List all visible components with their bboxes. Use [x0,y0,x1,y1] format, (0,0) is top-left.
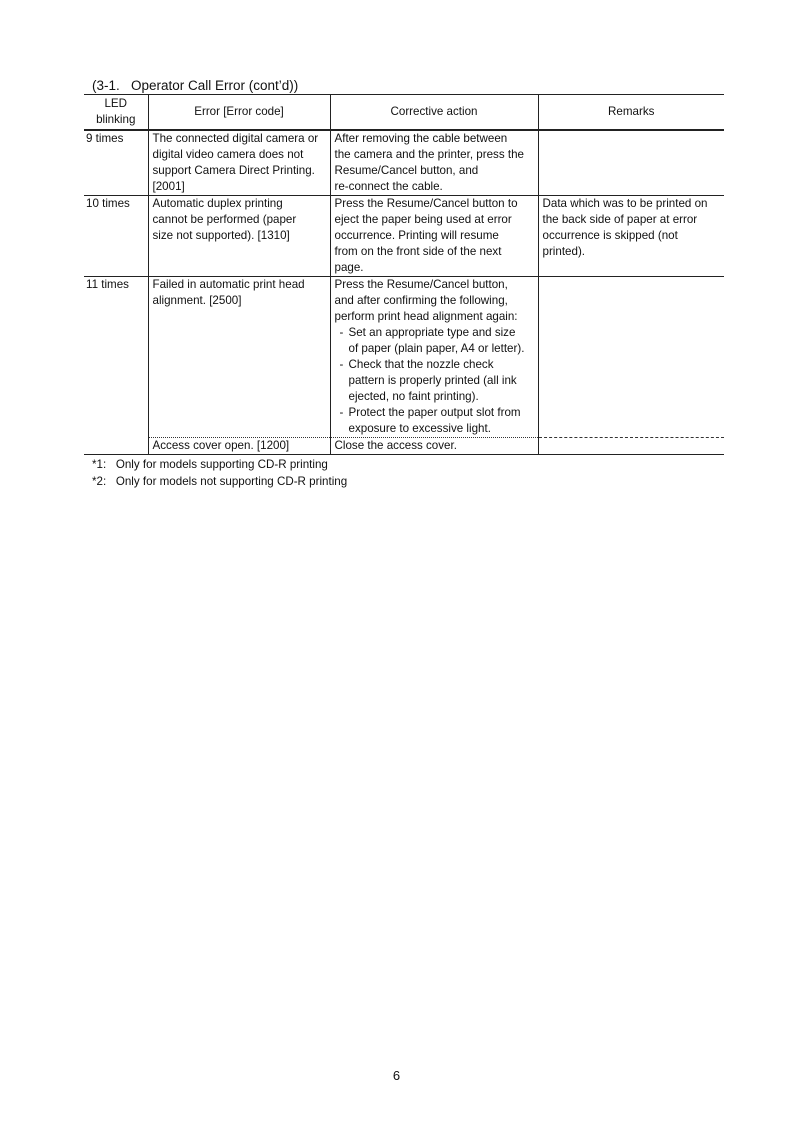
list-item: - Check that the nozzle check pattern is properly printed (all ink ejected, no faint printing). [335,357,535,405]
action-steps-list [335,325,535,437]
led-cell: 9 times [84,130,148,196]
error-cell: Failed in automatic print head alignment. [2500] [148,277,330,438]
header-error-code: Error [Error code] [148,95,330,131]
table-header-row [84,95,724,131]
led-cell [84,438,148,455]
led-cell: 10 times [84,196,148,277]
page-number: 6 [392,1068,401,1083]
error-cell: Access cover open. [1200] [148,438,330,455]
footnote: *1: Only for models supporting CD-R printing [92,458,328,471]
header-corrective-action: Corrective action [330,95,538,131]
footnotes [92,456,347,490]
table-row [84,277,724,438]
table-row [84,438,724,455]
section-title: (3-1. Operator Call Error (cont’d)) [92,78,299,93]
table-row [84,196,724,277]
list-item: - Set an appropriate type and size of paper (plain paper, A4 or letter). [335,325,535,357]
footnote: *2: Only for models not supporting CD-R printing [92,475,348,488]
action-cell: After removing the cable between the camera and the printer, press the Resume/Cancel button, and re-connect the cable. [330,130,538,196]
action-cell: Press the Resume/Cancel button to eject the paper being used at error occurrence. Printing will resume from on the front side of the next page. [330,196,538,277]
remarks-cell [538,277,724,438]
remarks-cell: Data which was to be printed on the back side of paper at error occurrence is skipped (not printed). [538,196,724,277]
header-led-blinking: LED blinking [84,95,148,131]
remarks-cell [538,438,724,455]
action-cell [330,277,538,438]
action-intro: Press the Resume/Cancel button, and after confirming the following, perform print head alignment again: [334,278,518,323]
led-cell: 11 times [86,278,129,291]
operator-call-error-table [84,94,724,455]
table-row [84,130,724,196]
error-cell: The connected digital camera or digital video camera does not support Camera Direct Printing. [2001] [148,130,330,196]
error-cell: Automatic duplex printing cannot be performed (paper size not supported). [1310] [148,196,330,277]
action-cell: Close the access cover. [330,438,538,455]
list-item: - Protect the paper output slot from exposure to excessive light. [335,405,535,437]
header-remarks: Remarks [538,95,724,131]
remarks-cell [538,130,724,196]
